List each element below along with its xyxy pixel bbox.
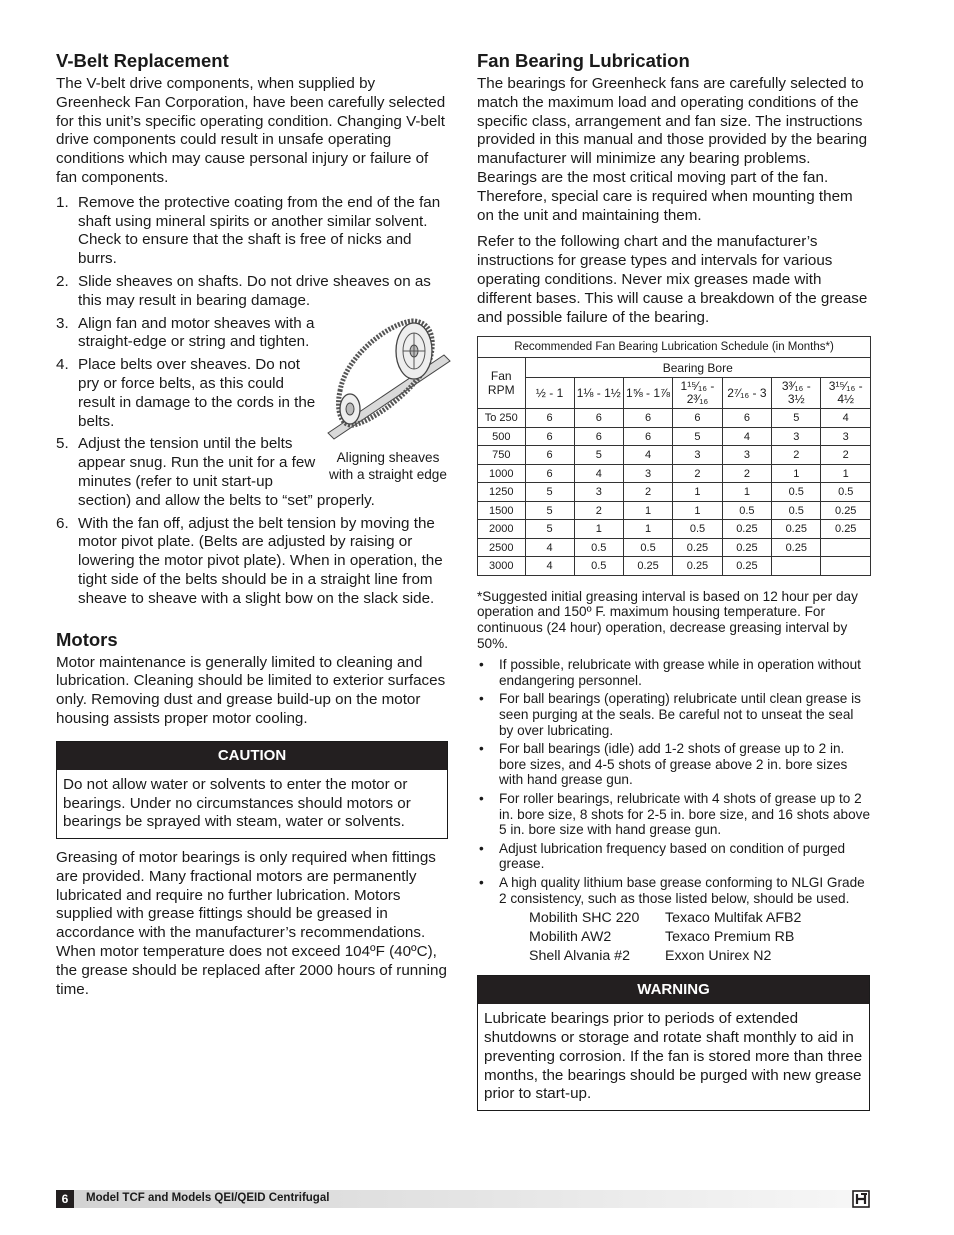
left-column	[56, 50, 448, 999]
bullet-item: • For ball bearings (idle) add 1-2 shots of grease up to 2 in. bore sizes, and 4-5 shots of grease above 2 in. bore sizes with hand grease gun.	[479, 741, 848, 788]
interval-cell: 1	[574, 520, 623, 539]
interval-cell: 0.5	[574, 538, 623, 557]
interval-cell: 0.5	[772, 483, 821, 502]
interval-cell: 0.25	[623, 557, 672, 576]
table-row	[478, 427, 871, 446]
bullet-icon: •	[479, 741, 484, 757]
interval-cell: 0.5	[574, 557, 623, 576]
interval-cell: 6	[525, 427, 574, 446]
right-column	[477, 50, 871, 1111]
figure-caption: Aligning sheaves with a straight edge	[329, 450, 447, 482]
interval-cell: 2	[574, 501, 623, 520]
interval-cell	[821, 557, 871, 576]
fan-bearing-para-2: Refer to the following chart and the manufacturer’s instructions for grease types and intervals for various operating conditions. Never mix greases made with different bases. This will cause a breakdown of the grease and possible failure of the bearing.	[477, 233, 868, 326]
interval-cell: 3	[772, 427, 821, 446]
interval-cell: 4	[623, 446, 672, 465]
interval-cell: 3	[574, 483, 623, 502]
interval-cell: 0.5	[722, 501, 771, 520]
interval-cell: 4	[574, 464, 623, 483]
interval-cell: 6	[722, 409, 771, 428]
lubrication-bullets	[477, 657, 871, 906]
caution-text: Do not allow water or solvents to enter the motor or bearings. Under no circumstances should motors or bearings be sprayed with steam, water or solvents.	[63, 775, 411, 831]
bore-size-header: 1¹⁵⁄₁₆ - 2³⁄₁₆	[673, 378, 722, 409]
bullet-item: • If possible, relubricate with grease while in operation without endangering personnel.	[479, 657, 861, 688]
schedule-body	[478, 409, 871, 576]
interval-cell	[821, 538, 871, 557]
bore-size-header: 1⅝ - 1⅞	[623, 378, 672, 409]
interval-cell: 3	[673, 446, 722, 465]
table-row	[478, 501, 871, 520]
table-row	[478, 557, 871, 576]
interval-cell: 0.5	[821, 483, 871, 502]
interval-cell: 1	[673, 501, 722, 520]
interval-cell: 1	[623, 520, 672, 539]
interval-cell: 3	[722, 446, 771, 465]
table-row	[478, 409, 871, 428]
interval-cell: 3	[821, 427, 871, 446]
interval-cell: 4	[525, 557, 574, 576]
bore-header: Bearing Bore	[525, 358, 870, 378]
rpm-cell: 1000	[478, 464, 526, 483]
grease-item: Mobilith SHC 220	[529, 910, 640, 927]
interval-cell: 1	[673, 483, 722, 502]
interval-cell: 6	[525, 409, 574, 428]
interval-cell: 4	[722, 427, 771, 446]
grease-list	[529, 909, 871, 966]
bullet-item: • For ball bearings (operating) relubricate until clean grease is seen purging at the seals. Be careful not to unseat the seal by over lubricating.	[479, 691, 861, 738]
bore-sizes-row	[478, 378, 871, 409]
bore-size-header: ½ - 1	[525, 378, 574, 409]
rpm-cell: To 250	[478, 409, 526, 428]
interval-cell: 2	[722, 464, 771, 483]
step-1: 1. Remove the protective coating from the end of the fan shaft using mineral spirits or another similar solvent. Check to ensure that the shaft is free of nicks and burrs.	[56, 193, 441, 268]
interval-cell: 0.5	[673, 520, 722, 539]
grease-item: Shell Alvania #2	[529, 948, 630, 965]
interval-cell: 3	[623, 464, 672, 483]
bullet-icon: •	[479, 790, 484, 806]
vbelt-heading: V-Belt Replacement	[56, 50, 229, 71]
grease-item: Mobilith AW2	[529, 929, 612, 946]
table-row	[478, 538, 871, 557]
interval-cell: 6	[673, 409, 722, 428]
bullet-icon: •	[479, 874, 484, 890]
step-6: 6. With the fan off, adjust the belt tension by moving the motor pivot plate. (Belts are adjusted by raising or lowering the motor pivot plate). When in operation, the tight side of the belts should be in a straight line from sheave to sheave with a slight bow on the slack side.	[56, 514, 443, 607]
interval-cell: 1	[821, 464, 871, 483]
grease-item: Texaco Premium RB	[665, 929, 795, 946]
step-5: 5. Adjust the tension until the belts appear snug. Run the unit for a few minutes (refer to unit start-up section) and allow the belts to “set” properly.	[56, 435, 375, 509]
interval-cell: 2	[673, 464, 722, 483]
interval-cell: 0.25	[821, 501, 871, 520]
rpm-cell: 500	[478, 427, 526, 446]
page-number: 6	[56, 1190, 74, 1208]
bullet-item: • For roller bearings, relubricate with 4 shots of grease up to 2 in. bore size, 8 shots for 2-5 in. bore size, and 16 shots above 5 in. bore size with hand grease gun.	[479, 790, 871, 838]
interval-cell: 0.25	[722, 520, 771, 539]
interval-cell: 6	[574, 427, 623, 446]
interval-cell: 4	[525, 538, 574, 557]
rpm-cell: 2500	[478, 538, 526, 557]
bore-size-header: 3³⁄₁₆ - 3½	[772, 378, 821, 409]
step-2: 2. Slide sheaves on shafts. Do not drive sheaves on as this may result in bearing damage.	[56, 272, 431, 309]
interval-cell: 6	[574, 409, 623, 428]
rpm-cell: 1250	[478, 483, 526, 502]
rpm-header: Fan RPM	[478, 358, 526, 409]
interval-cell: 6	[623, 427, 672, 446]
interval-cell: 6	[623, 409, 672, 428]
interval-cell: 0.5	[623, 538, 672, 557]
interval-cell: 4	[821, 409, 871, 428]
interval-cell: 5	[525, 501, 574, 520]
fan-bearing-para-1: The bearings for Greenheck fans are carefully selected to match the maximum load and operating conditions of the specific class, arrangement and fan size. The instructions provided in this manual and those provided by the bearing manufacturer will minimize any bearing problems. Bearings are the most critical moving part of the fan. Therefore, special care is required when mounting them on the unit and maintaining them.	[477, 75, 868, 224]
footer-title: Model TCF and Models QEI/QEID Centrifugal	[86, 1192, 330, 1204]
interval-cell: 5	[673, 427, 722, 446]
bullet-item: • A high quality lithium base grease conforming to NLGI Grade 2 consistency, such as those listed below, should be used.	[479, 874, 865, 906]
bullet-icon: •	[479, 691, 484, 707]
steps-with-figure	[56, 315, 448, 515]
greenheck-logo-icon	[852, 1190, 870, 1208]
fan-bearing-heading: Fan Bearing Lubrication	[477, 50, 690, 71]
warning-box	[477, 975, 870, 1111]
rpm-cell: 750	[478, 446, 526, 465]
interval-cell: 0.25	[673, 538, 722, 557]
interval-cell: 2	[623, 483, 672, 502]
interval-cell: 1	[623, 501, 672, 520]
interval-cell	[772, 557, 821, 576]
warning-text: Lubricate bearings prior to periods of extended shutdowns or storage and rotate shaft monthly to aid in preventing corrosion. If the fan is stored more than three months, the bearings should be purged with new grease prior to start-up.	[484, 1010, 863, 1103]
table-row	[478, 464, 871, 483]
interval-cell: 2	[772, 446, 821, 465]
interval-cell: 5	[525, 520, 574, 539]
bore-size-header: 2⁷⁄₁₆ - 3	[722, 378, 771, 409]
grease-item: Exxon Unirex N2	[665, 948, 772, 965]
interval-cell: 0.5	[772, 501, 821, 520]
grease-item: Texaco Multifak AFB2	[665, 910, 802, 927]
bullet-item: • Adjust lubrication frequency based on condition of purged grease.	[479, 840, 846, 872]
interval-cell: 0.25	[772, 538, 821, 557]
table-caption: Recommended Fan Bearing Lubrication Schedule (in Months*)	[478, 337, 871, 358]
interval-cell: 0.25	[722, 557, 771, 576]
table-row	[478, 483, 871, 502]
greasing-text: Greasing of motor bearings is only required when fittings are provided. Many fractional motors are permanently lubricated and require no further lubrication. Motors supplied with grease fittings should be greased in accordance with the manufacturer’s recommendations. When motor temperature does not exceed 104ºF (40ºC), the grease should be replaced after 2000 hours of running time.	[56, 849, 447, 998]
vbelt-intro: The V-belt drive components, when supplied by Greenheck Fan Corporation, have been carefully selected for this unit’s specific operating condition. Changing V-belt drive components could result in unsafe operating conditions which may cause personal injury or failure of fan components.	[56, 75, 446, 186]
interval-cell: 0.25	[821, 520, 871, 539]
interval-cell: 0.25	[772, 520, 821, 539]
motors-heading: Motors	[56, 628, 118, 650]
table-footnote: *Suggested initial greasing interval is based on 12 hour per day operation and 150º F. maximum housing temperature. For continuous (24 hour) operation, decrease greasing interval by 50%.	[477, 588, 858, 651]
step-4: 4. Place belts over sheaves. Do not pry or force belts, as this could result in damage to the cords in the belts.	[56, 356, 316, 430]
interval-cell: 1	[772, 464, 821, 483]
interval-cell: 0.25	[673, 557, 722, 576]
page-footer	[56, 1190, 870, 1208]
caution-label: CAUTION	[57, 742, 447, 770]
interval-cell: 5	[772, 409, 821, 428]
table-row	[478, 520, 871, 539]
bore-size-header: 1⅛ - 1½	[574, 378, 623, 409]
bore-size-header: 3¹⁵⁄₁₆ - 4½	[821, 378, 871, 409]
interval-cell: 6	[525, 464, 574, 483]
caution-box	[56, 741, 448, 839]
interval-cell: 0.25	[722, 538, 771, 557]
rpm-cell: 2000	[478, 520, 526, 539]
interval-cell: 5	[574, 446, 623, 465]
rpm-cell: 1500	[478, 501, 526, 520]
interval-cell: 5	[525, 483, 574, 502]
interval-cell: 2	[821, 446, 871, 465]
interval-cell: 6	[525, 446, 574, 465]
bullet-icon: •	[479, 657, 484, 673]
vbelt-steps	[56, 194, 448, 609]
step-3: 3. Align fan and motor sheaves with a straight-edge or string and tighten.	[56, 314, 315, 351]
warning-label: WARNING	[478, 976, 869, 1004]
bullet-icon: •	[479, 840, 484, 856]
rpm-cell: 3000	[478, 557, 526, 576]
table-row	[478, 446, 871, 465]
motors-text: Motor maintenance is generally limited to cleaning and lubrication. Cleaning should be limited to exterior surfaces only. Removing dust and grease build-up on the motor housing assists proper motor cooling.	[56, 653, 446, 727]
lubrication-schedule-table	[477, 336, 871, 576]
interval-cell: 1	[722, 483, 771, 502]
